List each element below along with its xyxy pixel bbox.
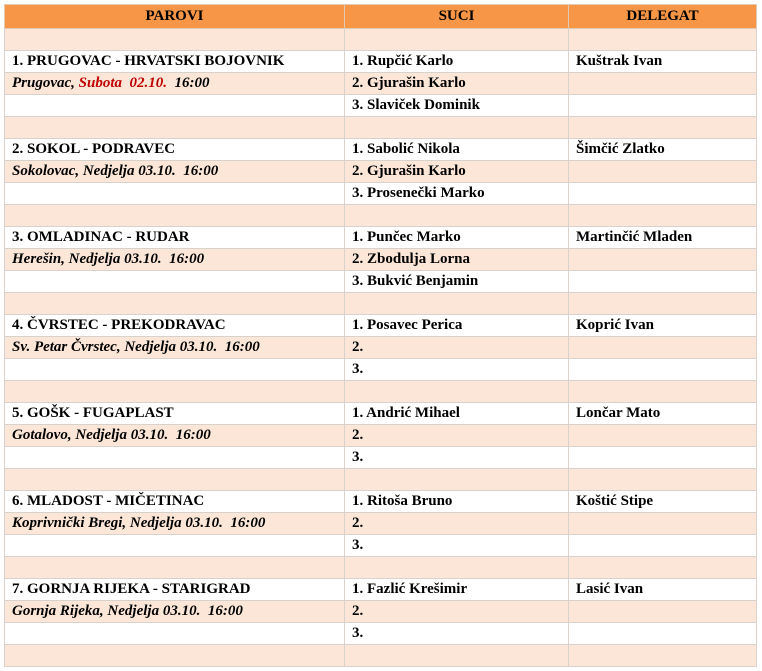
venue-place: Prugovac, bbox=[12, 75, 79, 91]
header-delegate: DELEGAT bbox=[569, 5, 757, 29]
match-title: 3. OMLADINAC - RUDAR bbox=[5, 227, 345, 249]
match-venue: Gotalovo, Nedjelja 03.10. 16:00 bbox=[5, 425, 345, 447]
delegate-name: Lasić Ivan bbox=[569, 579, 757, 601]
referee-1: 1. Punčec Marko bbox=[345, 227, 569, 249]
referee-3: 3. Bukvić Benjamin bbox=[345, 271, 569, 293]
referee-3: 3. bbox=[345, 359, 569, 381]
referee-3: 3. bbox=[345, 447, 569, 469]
spacer-row bbox=[5, 29, 757, 51]
referee-1: 1. Ritoša Bruno bbox=[345, 491, 569, 513]
referee-1: 1. Sabolić Nikola bbox=[345, 139, 569, 161]
match-title: 2. SOKOL - PODRAVEC bbox=[5, 139, 345, 161]
spacer-row bbox=[5, 557, 757, 579]
venue-time: 16:00 bbox=[167, 75, 210, 91]
match-venue: Sv. Petar Čvrstec, Nedjelja 03.10. 16:00 bbox=[5, 337, 345, 359]
match-title: 1. PRUGOVAC - HRVATSKI BOJOVNIK bbox=[5, 51, 345, 73]
match-venue bbox=[5, 73, 345, 95]
match-row bbox=[5, 95, 757, 117]
match-row bbox=[5, 447, 757, 469]
referee-2: 2. Gjurašin Karlo bbox=[345, 161, 569, 183]
match-row bbox=[5, 403, 757, 425]
match-row bbox=[5, 73, 757, 95]
spacer-row bbox=[5, 381, 757, 403]
spacer-row bbox=[5, 293, 757, 315]
match-row bbox=[5, 227, 757, 249]
delegate-name: Koprić Ivan bbox=[569, 315, 757, 337]
delegate-name: Šimčić Zlatko bbox=[569, 139, 757, 161]
delegate-name: Kuštrak Ivan bbox=[569, 51, 757, 73]
match-row bbox=[5, 51, 757, 73]
referee-1: 1. Fazlić Krešimir bbox=[345, 579, 569, 601]
referee-3: 3. Prosenečki Marko bbox=[345, 183, 569, 205]
spacer-row bbox=[5, 205, 757, 227]
match-row bbox=[5, 491, 757, 513]
header-pairs: PAROVI bbox=[5, 5, 345, 29]
referee-1: 1. Andrić Mihael bbox=[345, 403, 569, 425]
referee-3: 3. bbox=[345, 535, 569, 557]
match-row bbox=[5, 535, 757, 557]
match-row bbox=[5, 513, 757, 535]
match-venue: Koprivnički Bregi, Nedjelja 03.10. 16:00 bbox=[5, 513, 345, 535]
schedule-table bbox=[4, 4, 757, 667]
referee-2: 2. bbox=[345, 513, 569, 535]
referee-2: 2. Zbodulja Lorna bbox=[345, 249, 569, 271]
referee-1: 1. Rupčić Karlo bbox=[345, 51, 569, 73]
match-row bbox=[5, 249, 757, 271]
referee-2: 2. bbox=[345, 601, 569, 623]
delegate-name: Koštić Stipe bbox=[569, 491, 757, 513]
match-venue: Herešin, Nedjelja 03.10. 16:00 bbox=[5, 249, 345, 271]
referee-3: 3. Slaviček Dominik bbox=[345, 95, 569, 117]
referee-3: 3. bbox=[345, 623, 569, 645]
match-row bbox=[5, 183, 757, 205]
match-title: 6. MLADOST - MIČETINAC bbox=[5, 491, 345, 513]
match-row bbox=[5, 623, 757, 645]
match-row bbox=[5, 359, 757, 381]
schedule-sheet bbox=[4, 4, 756, 667]
referee-1: 1. Posavec Perica bbox=[345, 315, 569, 337]
match-row bbox=[5, 271, 757, 293]
match-row bbox=[5, 425, 757, 447]
match-title: 7. GORNJA RIJEKA - STARIGRAD bbox=[5, 579, 345, 601]
match-venue: Gornja Rijeka, Nedjelja 03.10. 16:00 bbox=[5, 601, 345, 623]
venue-day-highlight: Subota 02.10. bbox=[78, 75, 168, 91]
match-row bbox=[5, 315, 757, 337]
match-row bbox=[5, 601, 757, 623]
spacer-row bbox=[5, 117, 757, 139]
match-title: 4. ČVRSTEC - PREKODRAVAC bbox=[5, 315, 345, 337]
match-row bbox=[5, 579, 757, 601]
referee-2: 2. Gjurašin Karlo bbox=[345, 73, 569, 95]
header-referees: SUCI bbox=[345, 5, 569, 29]
referee-2: 2. bbox=[345, 337, 569, 359]
delegate-name: Lončar Mato bbox=[569, 403, 757, 425]
header-row bbox=[5, 5, 757, 29]
referee-2: 2. bbox=[345, 425, 569, 447]
match-title: 5. GOŠK - FUGAPLAST bbox=[5, 403, 345, 425]
delegate-name: Martinčić Mladen bbox=[569, 227, 757, 249]
match-venue: Sokolovac, Nedjelja 03.10. 16:00 bbox=[5, 161, 345, 183]
match-row bbox=[5, 337, 757, 359]
match-row bbox=[5, 161, 757, 183]
spacer-row bbox=[5, 469, 757, 491]
match-row bbox=[5, 139, 757, 161]
spacer-row bbox=[5, 645, 757, 667]
